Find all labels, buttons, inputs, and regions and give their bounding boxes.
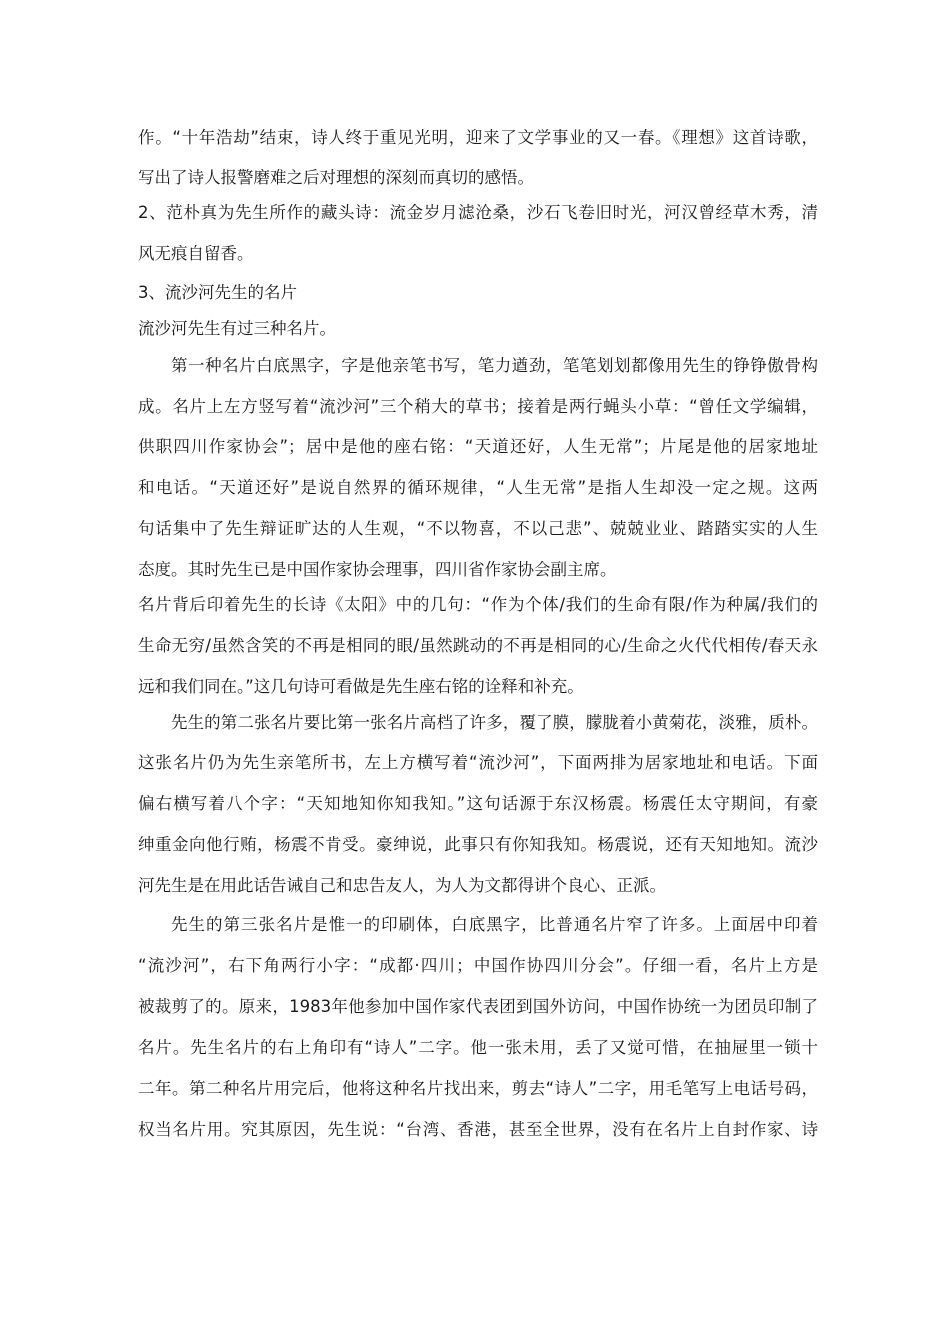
- text-line: “流沙河”，右下角两行小字：“成都·四川；中国作协四川分会”。仔细一看，名片上方是: [138, 956, 818, 975]
- text-line: 态度。其时先生已是中国作家协会理事，四川省作家协会副主席。: [138, 560, 617, 579]
- text-line: 和电话。“天道还好”是说自然界的循环规律，“人生无常”是指人生却没一定之规。这两: [138, 478, 818, 497]
- text-line: 句话集中了先生辩证旷达的人生观，“不以物喜，不以己悲”、兢兢业业、踏踏实实的人生: [138, 519, 818, 538]
- text-line: 风无痕自留香。: [138, 244, 254, 263]
- section-heading: 3、流沙河先生的名片: [138, 283, 297, 302]
- text-line: 作。“十年浩劫”结束，诗人终于重见光明，迎来了文学事业的又一春。《理想》这首诗歌，: [138, 128, 818, 147]
- text-line: 先生的第三张名片是惟一的印刷体，白底黑字，比普通名片窄了许多。上面居中印着: [171, 915, 818, 934]
- text-line: 写出了诗人报警磨难之后对理想的深刻而真切的感悟。: [138, 168, 534, 187]
- text-line: 生命无穷/虽然含笑的不再是相同的眼/虽然跳动的不再是相同的心/生命之火代代相传/春天永: [138, 636, 818, 655]
- text-line: 权当名片用。究其原因，先生说：“台湾、香港，甚至全世界，没有在名片上自封作家、诗: [138, 1120, 818, 1139]
- text-line: 远和我们同在。”这几句诗可看做是先生座右铭的诠释和补充。: [138, 677, 584, 696]
- text-line: 名片。先生名片的右上角印有“诗人”二字。他一张未用，丢了又觉可惜，在抽屉里一锁十: [138, 1038, 818, 1057]
- text-line: 先生的第二张名片要比第一张名片高档了许多，覆了膜，朦胧着小黄菊花，淡雅，质朴。: [171, 713, 818, 732]
- text-line: 2、范朴真为先生所作的藏头诗：流金岁月滤沧桑，沙石飞卷旧时光，河汉曾经草木秀，清: [138, 203, 818, 222]
- text-line: 这张名片仍为先生亲笔所书，左上方横写着“流沙河”，下面两排为居家地址和电话。下面: [138, 753, 818, 772]
- text-line: 被裁剪了的。原来，1983年他参加中国作家代表团到国外访问，中国作协统一为团员印制了: [138, 997, 818, 1016]
- text-line: 二年。第二种名片用完后，他将这种名片找出来，剪去“诗人”二字，用毛笔写上电话号码，: [138, 1079, 818, 1098]
- text-line: 名片背后印着先生的长诗《太阳》中的几句：“作为个体/我们的生命有限/作为种属/我们的: [138, 595, 818, 614]
- text-line: 绅重金向他行贿，杨震不肯受。豪绅说，此事只有你知我知。杨震说，还有天知地知。流沙: [138, 835, 818, 854]
- text-line: 成。名片上左方竖写着“流沙河”三个稍大的草书；接着是两行蝇头小草：“曾任文学编辑，: [138, 397, 818, 416]
- text-line: 偏右横写着八个字：“天知地知你知我知。”这句话源于东汉杨震。杨震任太守期间，有豪: [138, 794, 818, 813]
- text-line: 流沙河先生有过三种名片。: [138, 319, 336, 338]
- text-line: 供职四川作家协会”；居中是他的座右铭：“天道还好，人生无常”；片尾是他的居家地址: [138, 437, 818, 456]
- text-line: 河先生是在用此话告诫自己和忠告友人，为人为文都得讲个良心、正派。: [138, 876, 666, 895]
- text-line: 第一种名片白底黑字，字是他亲笔书写，笔力遒劲，笔笔划划都像用先生的铮铮傲骨构: [171, 356, 818, 375]
